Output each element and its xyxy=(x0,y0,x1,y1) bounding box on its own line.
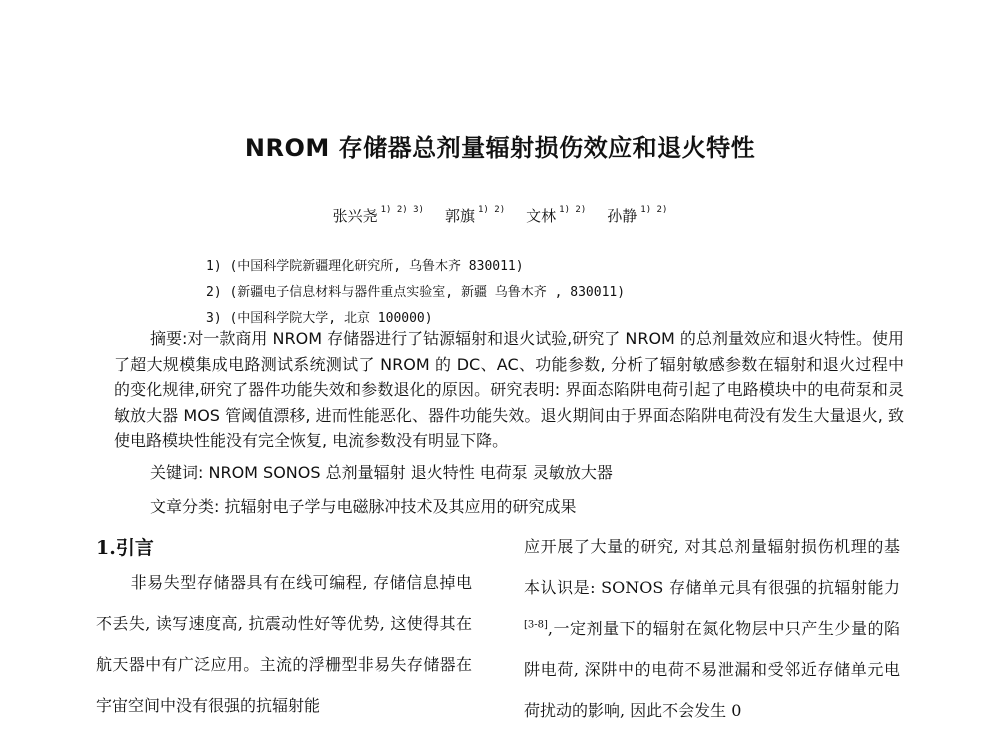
author xyxy=(333,207,424,225)
affiliation-line: 3) (中国科学院大学, 北京 100000) xyxy=(206,311,433,326)
right-column-body-continued: ,一定剂量下的辐射在氮化物层中只产生少量的陷阱电荷, 深阱中的电荷不易泄漏和受邻近存储单元电荷扰动的影响, 因此不会发生 0 xyxy=(524,619,900,720)
author-name: 张兴尧 xyxy=(332,207,378,225)
author-name: 郭旗 xyxy=(445,207,476,225)
right-column-text xyxy=(524,526,900,731)
author-list xyxy=(0,205,1000,226)
author-name: 孙静 xyxy=(607,207,638,225)
author xyxy=(445,207,505,225)
affiliation-line: 2) (新疆电子信息材料与器件重点实验室, 新疆 乌鲁木齐 , 830011) xyxy=(206,285,626,300)
article-classification: 文章分类: 抗辐射电子学与电磁脉冲技术及其应用的研究成果 xyxy=(150,497,577,516)
author xyxy=(607,207,667,225)
author-affiliation-marks: 1) 2) xyxy=(478,205,506,215)
keywords: 关键词: NROM SONOS 总剂量辐射 退火特性 电荷泵 灵敏放大器 xyxy=(150,463,613,482)
author xyxy=(526,207,586,225)
abstract-text: 摘要:对一款商用 NROM 存储器进行了钴源辐射和退火试验,研究了 NROM 的总剂量效应和退火特性。使用了超大规模集成电路测试系统测试了 NROM 的 DC、AC、功能参数, 分析了辐射敏感参数在辐射和退火过程中的变化规律,研究了器件功能失效和参数退化的原因。研究表明: 界面态陷阱电荷引起了电路模块中的电荷泵和灵敏放大器 MOS 管阈值漂移, 进而性能恶化、器件功能失效。退火期间由于界面态陷阱电荷没有发生大量退火, 致使电路模块性能没有完全恢复, 电流参数没有明显下降。 xyxy=(114,329,904,450)
affiliation-line: 1) (中国科学院新疆理化研究所, 乌鲁木齐 830011) xyxy=(206,259,524,274)
paper-title: NROM 存储器总剂量辐射损伤效应和退火特性 xyxy=(244,134,756,162)
citation-ref: [3-8] xyxy=(524,619,548,631)
left-column-text xyxy=(96,562,472,726)
author-affiliation-marks: 1) 2) 3) xyxy=(380,205,424,215)
author-name: 文林 xyxy=(526,207,557,225)
author-affiliation-marks: 1) 2) xyxy=(640,205,668,215)
abstract xyxy=(114,326,904,454)
left-column-body: 非易失型存储器具有在线可编程, 存储信息掉电不丢失, 读写速度高, 抗震动性好等优势, 这使得其在航天器中有广泛应用。主流的浮栅型非易失存储器在宇宙空间中没有很强的抗辐射能 xyxy=(96,573,472,715)
right-column-body: 应开展了大量的研究, 对其总剂量辐射损伤机理的基本认识是: SONOS 存储单元具有很强的抗辐射能力 xyxy=(524,537,900,597)
author-affiliation-marks: 1) 2) xyxy=(559,205,587,215)
section-heading: 1.引言 xyxy=(96,537,154,559)
